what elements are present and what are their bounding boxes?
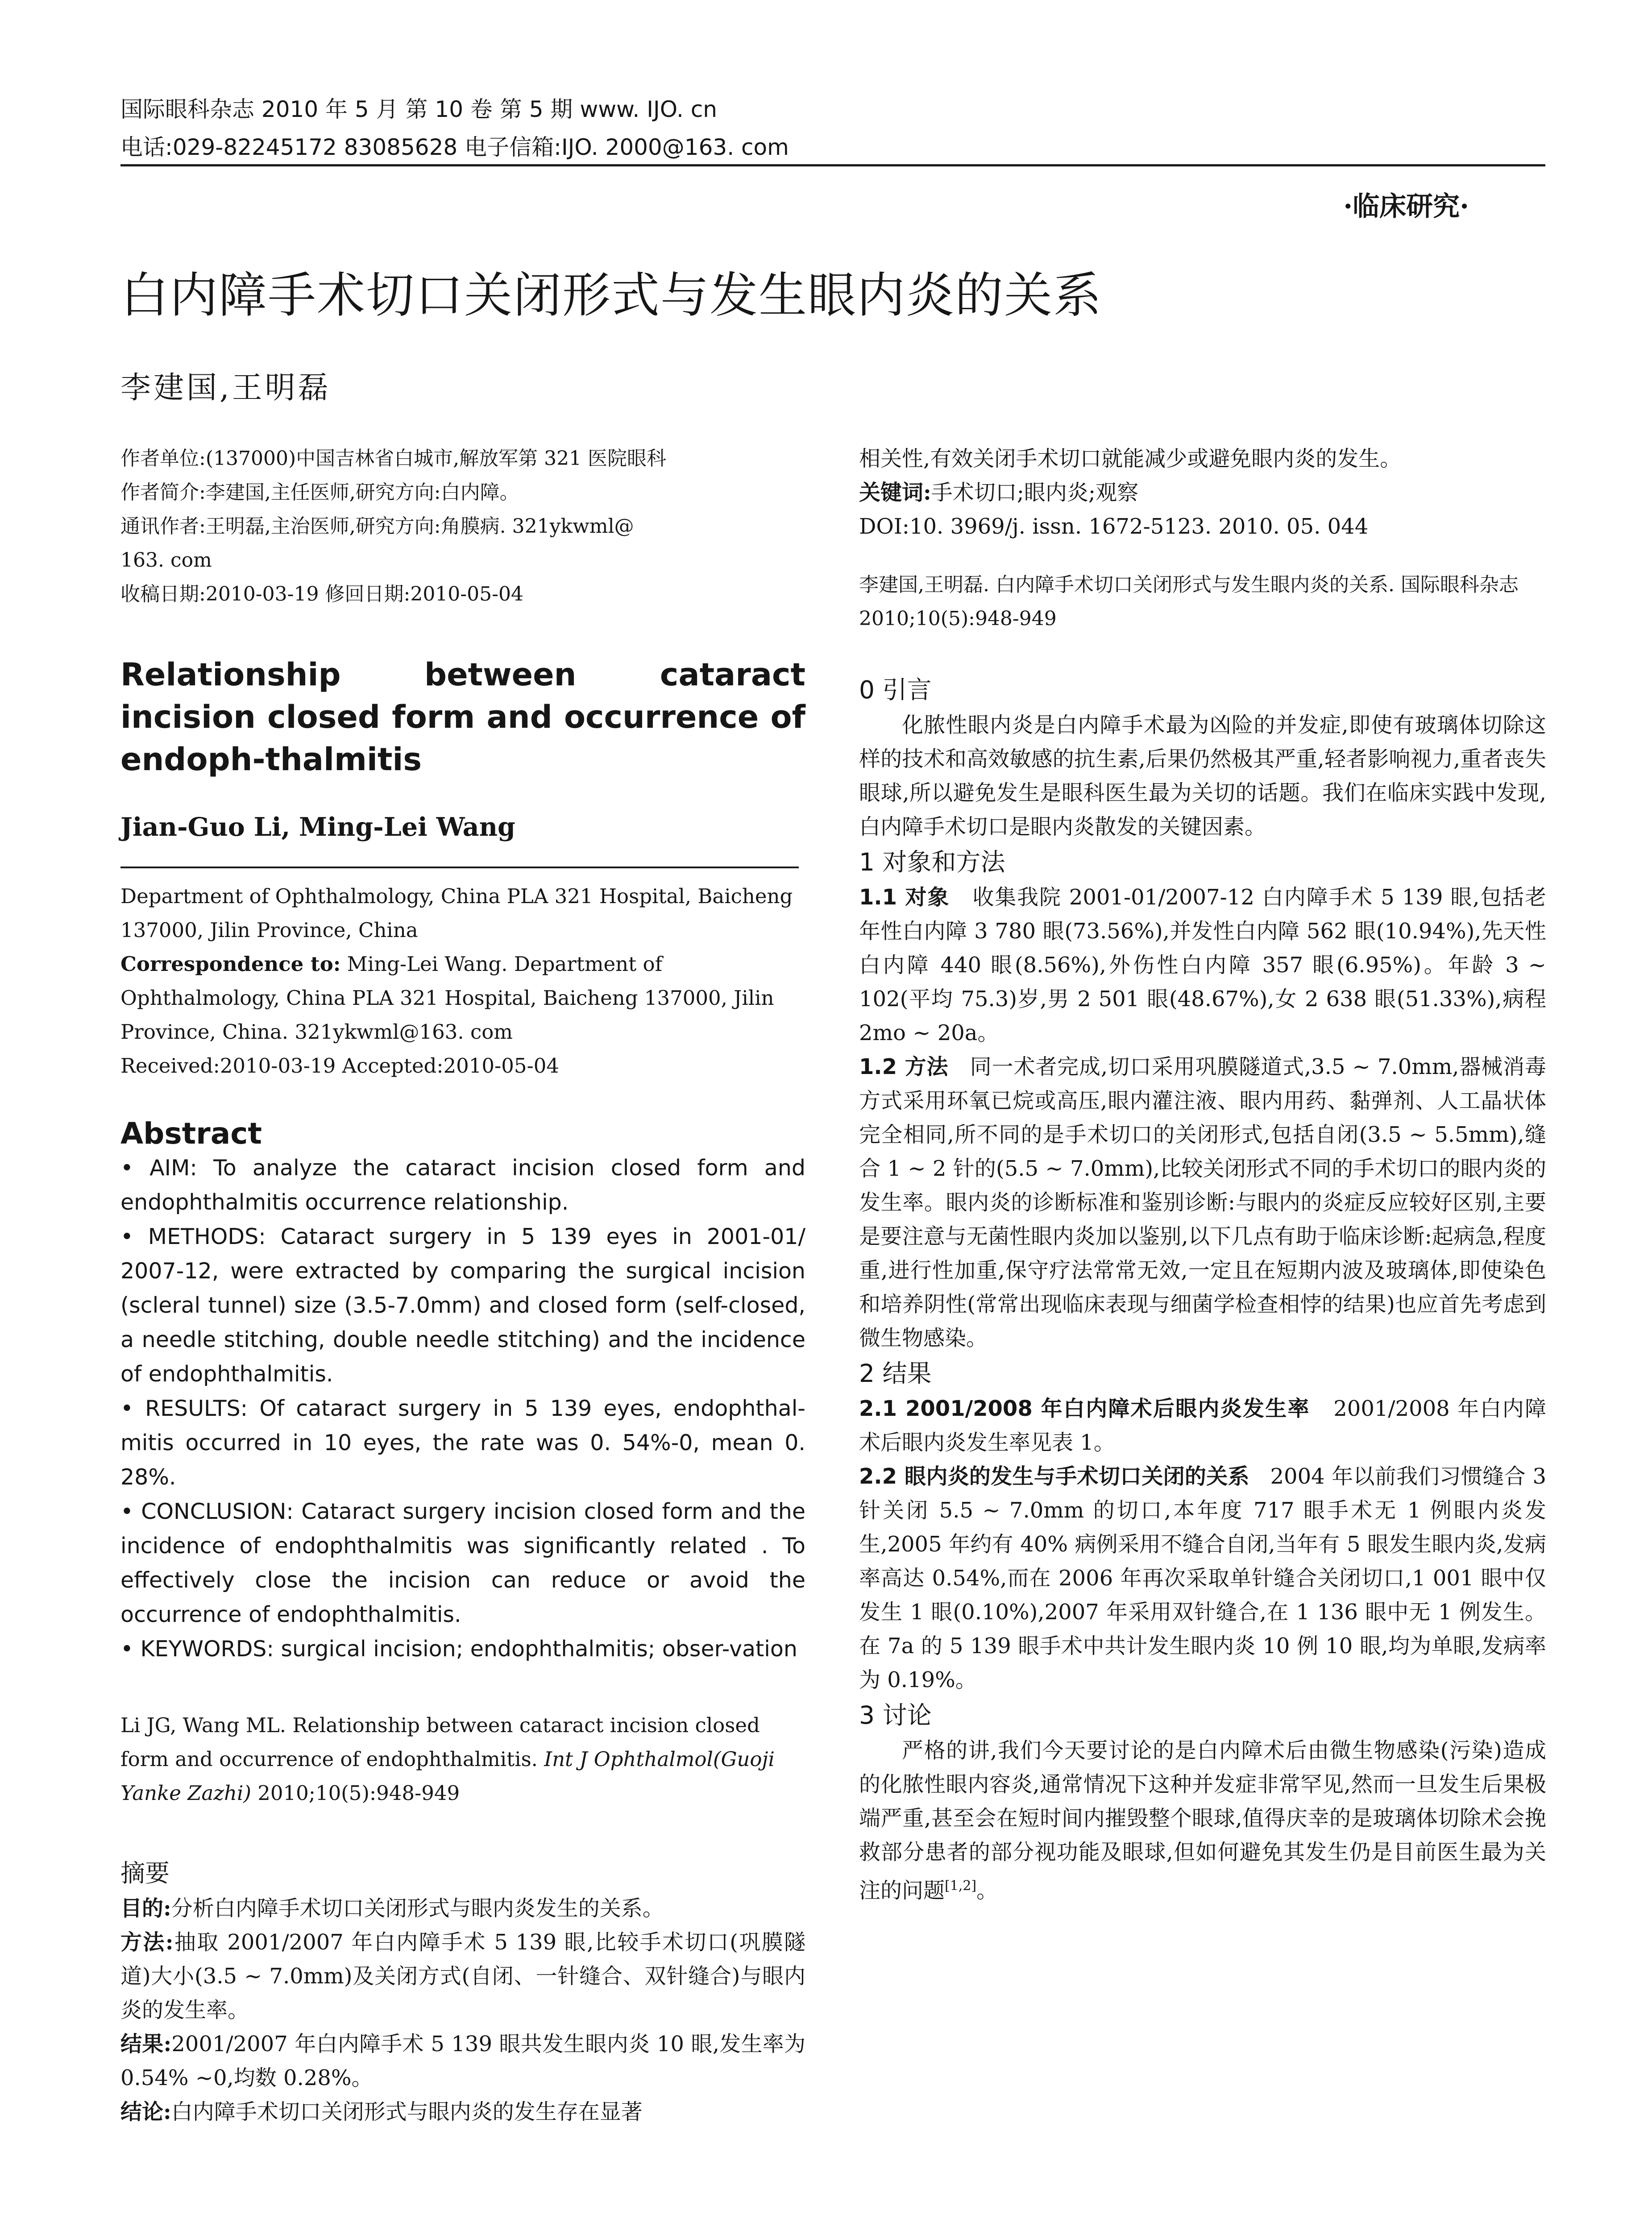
keywords-cn-text: 手术切口;眼内炎;观察 [931, 480, 1139, 505]
abstract-cn-conclusion-label: 结论: [120, 2099, 171, 2124]
abstract-cn-aim-text: 分析白内障手术切口关闭形式与眼内炎发生的关系。 [171, 1896, 664, 1921]
section-3-heading: 3 讨论 [859, 1701, 932, 1729]
journal-header-line: 国际眼科杂志 2010 年 5 月 第 10 卷 第 5 期 www. IJO. cn [120, 96, 717, 122]
section-1-2-label: 1.2 方法 [859, 1054, 949, 1079]
section-2-1-label: 2.1 2001/2008 年白内障术后眼内炎发生率 [859, 1396, 1310, 1421]
right-column [859, 442, 1546, 1908]
section-1-1-label: 1.1 对象 [859, 885, 950, 910]
authors-cn: 李建国,王明磊 [120, 370, 331, 406]
correspondence-en-text: Ming-Lei Wang. Department of Ophthalmology, China PLA 321 Hospital, Baicheng 137000, Jilin Province, China. 321ykwml@163. com [120, 952, 774, 1044]
abstract-cn-heading: 摘要 [120, 1859, 170, 1887]
section-3-text: 严格的讲,我们今天要讨论的是白内障术后由微生物感染(污染)造成的化脓性眼内容炎,通常情况下这种并发症非常罕见,然而一旦发生后果极端严重,甚至会在短时间内摧毁整个眼球,值得庆幸的是玻璃体切除术会挽救部分患者的部分视功能及眼球,但如何避免其发生仍是目前医生最为关注的问题 [859, 1738, 1546, 1903]
correspondence-cn-cont: 163. com [120, 549, 212, 572]
abstract-heading: Abstract [120, 1116, 262, 1151]
abstract-cn-results [120, 2027, 805, 2095]
section-2-1-text: 2001/2008 年白内障术后眼内炎发生率见表 1。 [859, 1396, 1546, 1455]
section-1-heading: 1 对象和方法 [859, 848, 1005, 876]
abstract-aim: • AIM: To analyze the cataract incision closed form and endophthalmitis occurrence relationship. [120, 1155, 805, 1215]
section-2-heading: 2 结果 [859, 1359, 932, 1388]
section-0-heading: 0 引言 [859, 676, 932, 704]
english-authors: Jian-Guo Li, Ming-Lei Wang [120, 812, 515, 842]
abstract-cn-aim-label: 目的: [120, 1896, 171, 1921]
section-0-paragraph: 化脓性眼内炎是白内障手术最为凶险的并发症,即使有玻璃体切除这样的技术和高效敏感的抗生素,后果仍然极其严重,轻者影响视力,重者丧失眼球,所以避免发生是眼科医生最为关切的话题。我们在临床实践中发现,白内障手术切口是眼内炎散发的关键因素。 [859, 713, 1546, 839]
abstract-results: • RESULTS: Of cataract surgery in 5 139 eyes, endophthal-mitis occurred in 10 eyes, the rate was 0. 54%-0, mean 0. 28%. [120, 1396, 805, 1490]
citation-ref: [1,2] [945, 1878, 977, 1894]
bio-cn: 作者简介:李建国,主任医师,研究方向:白内障。 [120, 481, 519, 504]
section-3-paragraph [859, 1733, 1546, 1908]
abstract-keywords: • KEYWORDS: surgical incision; endophthalmitis; obser-vation [120, 1636, 797, 1662]
section-1-1 [859, 880, 1546, 1050]
section-1-2-text: 同一术者完成,切口采用巩膜隧道式,3.5 ~ 7.0mm,器械消毒方式采用环氧已烷或高压,眼内灌注液、眼内用药、黏弹剂、人工晶状体完全相同,所不同的是手术切口的关闭形式,包括自闭(3.5 ~ 5.5mm),缝合 1 ~ 2 针的(5.5 ~ 7.0mm),比较关闭形式不同的手术切口的眼内炎的发生率。眼内炎的诊断标准和鉴别诊断:与眼内的炎症反应较好区别,主要是要注意与无菌性眼内炎加以鉴别,以下几点有助于临床诊断:起病急,程度重,进行性加重,保守疗法常常无效,一定且在短期内波及玻璃体,即使染色和培养阴性(常常出现临床表现与细菌学检查相悖的结果)也应首先考虑到微生物感染。 [859, 1054, 1546, 1351]
doi: DOI:10. 3969/j. issn. 1672-5123. 2010. 05. 044 [859, 514, 1369, 539]
author-info-cn [120, 442, 805, 611]
correspondence-en [120, 947, 805, 1049]
section-2-2 [859, 1460, 1546, 1697]
article-title: 白内障手术切口关闭形式与发生眼内炎的关系 [120, 268, 1103, 323]
abstract-cn-conclusion-text: 白内障手术切口关闭形式与眼内炎的发生存在显著 [171, 2099, 643, 2124]
keywords-cn-label: 关键词: [859, 480, 931, 505]
keywords-cn [859, 476, 1546, 510]
section-2-2-label: 2.2 眼内炎的发生与手术切口关闭的关系 [859, 1464, 1249, 1489]
citation-en [120, 1708, 805, 1810]
section-2-2-text: 2004 年以前我们习惯缝合 3 针关闭 5.5 ~ 7.0mm 的切口,本年度 717 眼手术无 1 例眼内炎发生,2005 年约有 40% 病例采用不缝合自闭,当年有 5 眼发生眼内炎,发病率高达 0.54%,而在 2006 年再次采取单针缝合关闭切口,1 001 眼中仅发生 1 眼(0.10%),2007 年采用双针缝合,在 1 136 眼中无 1 例发生。在 7a 的 5 139 眼手术中共计发生眼内炎 10 例 10 眼,均为单眼,发病率为 0.19%。 [859, 1464, 1546, 1692]
citation-en-journal: Int J Ophthalmol(Guoji Yanke Zazhi) [120, 1747, 775, 1805]
abstract-cn-methods [120, 1925, 805, 2027]
abstract-cn-aim [120, 1891, 805, 1925]
affiliation-cn: 作者单位:(137000)中国吉林省白城市,解放军第 321 医院眼科 [120, 447, 667, 470]
section-tag: ·临床研究· [1343, 191, 1469, 222]
abstract-conclusion: • CONCLUSION: Cataract surgery incision closed form and the incidence of endophthalmitis was significantly related . To effectively close the incision can reduce or avoid the occurrence of endophthalmitis. [120, 1499, 805, 1627]
section-3-end: 。 [976, 1878, 998, 1903]
abstract-cn-conclusion [120, 2095, 805, 2129]
abstract-methods: • METHODS: Cataract surgery in 5 139 eyes in 2001-01/ 2007-12, were extracted by comparing the surgical incision (scleral tunnel) size (3.5-7.0mm) and closed form (self-closed, a needle stitching, double needle stitching) and the incidence of endophthalmitis. [120, 1224, 805, 1387]
correspondence-en-label: Correspondence to: [120, 952, 341, 976]
section-1-1-text: 收集我院 2001-01/2007-12 白内障手术 5 139 眼,包括老年性白内障 3 780 眼(73.56%),并发性白内障 562 眼(10.94%),先天性白内障 440 眼(8.56%),外伤性白内障 357 眼(6.95%)。年龄 3 ~ 102(平均 75.3)岁,男 2 501 眼(48.67%),女 2 638 眼(51.33%),病程 2mo ~ 20a。 [859, 885, 1546, 1045]
dates-en: Received:2010-03-19 Accepted:2010-05-04 [120, 1054, 559, 1078]
left-column [120, 442, 805, 2129]
english-title: Relationship between cataract incision closed form and occurrence of endoph-thalmitis [120, 656, 805, 778]
correspondence-cn: 通讯作者:王明磊,主治医师,研究方向:角膜病. 321ykwml@ [120, 515, 634, 538]
abstract-cn-results-text: 2001/2007 年白内障手术 5 139 眼共发生眼内炎 10 眼,发生率为 0.54% ~0,均数 0.28%。 [120, 2032, 805, 2090]
abstract-cn-conclusion-cont: 相关性,有效关闭手术切口就能减少或避免眼内炎的发生。 [859, 446, 1402, 471]
abstract-cn-results-label: 结果: [120, 2032, 172, 2057]
citation-en-text: Li JG, Wang ML. Relationship between cataract incision closed form and occurrence of endophthalmitis. [120, 1713, 760, 1771]
section-1-2 [859, 1050, 1546, 1355]
abstract-cn-methods-label: 方法: [120, 1930, 174, 1955]
citation-cn: 李建国,王明磊. 白内障手术切口关闭形式与发生眼内炎的关系. 国际眼科杂志 2010;10(5):948-949 [859, 573, 1519, 630]
header-divider [120, 164, 1545, 166]
department-en: Department of Ophthalmology, China PLA 321 Hospital, Baicheng 137000, Jilin Province, China [120, 884, 793, 942]
abstract-cn-methods-text: 抽取 2001/2007 年白内障手术 5 139 眼,比较手术切口(巩膜隧道)大小(3.5 ~ 7.0mm)及关闭方式(自闭、一针缝合、双针缝合)与眼内炎的发生率。 [120, 1930, 805, 2023]
journal-contact-line: 电话:029-82245172 83085628 电子信箱:IJO. 2000@163. com [120, 134, 789, 160]
citation-en-tail: 2010;10(5):948-949 [251, 1781, 460, 1805]
section-2-1 [859, 1392, 1546, 1460]
dates-cn: 收稿日期:2010-03-19 修回日期:2010-05-04 [120, 583, 524, 605]
